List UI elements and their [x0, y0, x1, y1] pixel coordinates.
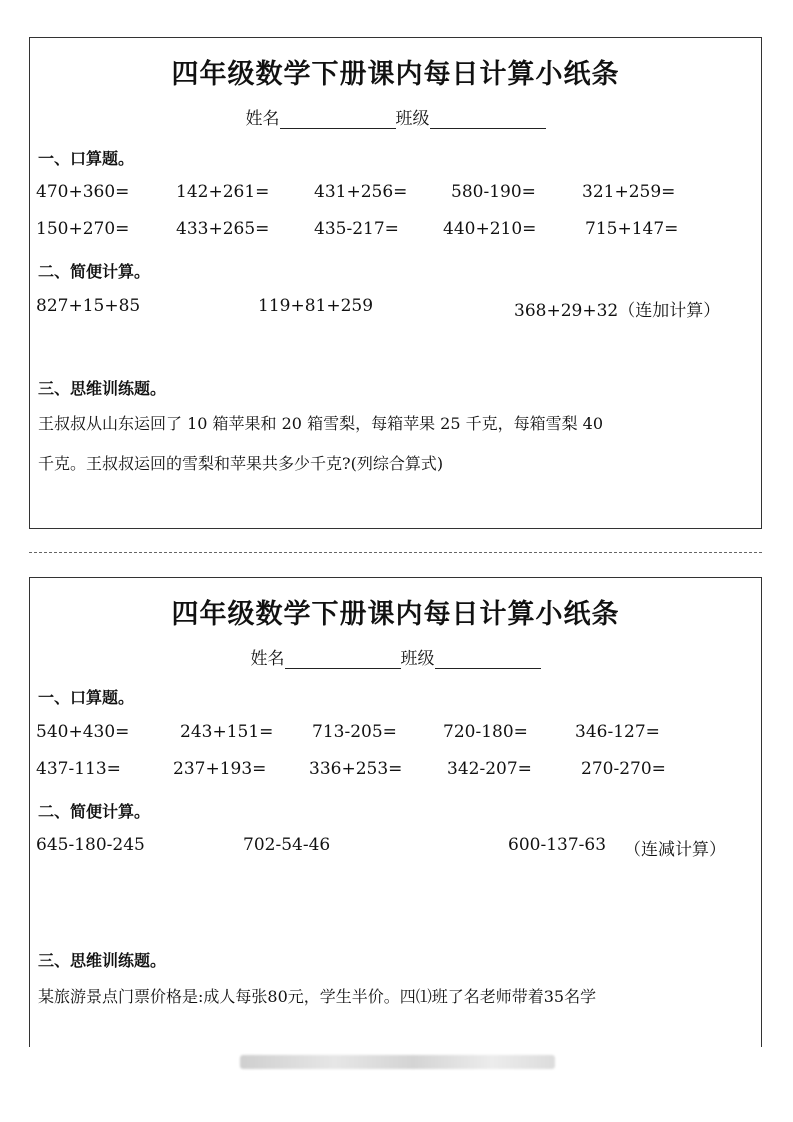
section-thinking-heading: 三、思维训练题。 [38, 379, 167, 398]
oral-row-1 [30, 182, 761, 206]
oral-item: 540+430= [36, 722, 130, 742]
worksheet-card-2 [29, 577, 762, 1047]
simple-item: 645-180-245 [36, 835, 145, 855]
cut-line [29, 552, 762, 553]
simple-row [30, 296, 761, 320]
oral-item: 270-270= [581, 759, 666, 779]
simple-item: 600-137-63 [508, 835, 607, 855]
name-class-row [30, 644, 761, 669]
section-oral-heading: 一、口算题。 [38, 149, 135, 168]
word-problem [38, 404, 753, 484]
oral-item: 142+261= [176, 182, 270, 202]
simple-item: 702-54-46 [243, 835, 331, 855]
class-label: 班级 [400, 649, 435, 669]
section-thinking-heading: 三、思维训练题。 [38, 951, 167, 970]
simple-item: 827+15+85 [36, 296, 141, 316]
name-label: 姓名 [245, 109, 280, 129]
section-simple-heading: 二、简便计算。 [38, 262, 151, 281]
worksheet-title: 四年级数学下册课内每日计算小纸条 [171, 599, 620, 630]
problem-line: 王叔叔从山东运回了 10 箱苹果和 20 箱雪梨，每箱苹果 25 千克，每箱雪梨 40 [38, 414, 604, 433]
class-blank[interactable] [430, 110, 546, 129]
oral-item: 715+147= [585, 219, 679, 239]
oral-item: 713-205= [312, 722, 397, 742]
worksheet-title: 四年级数学下册课内每日计算小纸条 [171, 59, 620, 90]
oral-row-2 [30, 219, 761, 243]
simple-item-note: （连减计算） [624, 840, 726, 860]
section-oral-heading: 一、口算题。 [38, 688, 135, 707]
name-class-row [30, 104, 761, 129]
oral-item: 346-127= [575, 722, 660, 742]
oral-item: 580-190= [451, 182, 536, 202]
oral-item: 440+210= [443, 219, 537, 239]
oral-item: 336+253= [309, 759, 403, 779]
problem-line: 某旅游景点门票价格是:成人每张80元，学生半价。四⑴班了名老师带着35名学 [38, 987, 597, 1006]
worksheet-card-1 [29, 37, 762, 529]
oral-item: 237+193= [173, 759, 267, 779]
simple-item: 119+81+259 [258, 296, 374, 316]
oral-item: 470+360= [36, 182, 130, 202]
name-label: 姓名 [250, 649, 285, 669]
oral-item: 431+256= [314, 182, 408, 202]
problem-line: 千克。王叔叔运回的雪梨和苹果共多少千克?(列综合算式) [38, 454, 444, 473]
oral-row-1 [30, 722, 761, 746]
simple-row [30, 835, 761, 859]
word-problem [38, 977, 753, 1017]
oral-item: 720-180= [443, 722, 528, 742]
oral-item: 321+259= [582, 182, 676, 202]
oral-item: 342-207= [447, 759, 532, 779]
name-blank[interactable] [280, 110, 396, 129]
class-blank[interactable] [435, 650, 541, 669]
oral-item: 437-113= [36, 759, 121, 779]
blurred-footer [240, 1055, 555, 1069]
oral-item: 433+265= [176, 219, 270, 239]
oral-row-2 [30, 759, 761, 783]
oral-item: 150+270= [36, 219, 130, 239]
simple-item: 368+29+32（连加计算） [514, 301, 721, 321]
class-label: 班级 [395, 109, 430, 129]
oral-item: 435-217= [314, 219, 399, 239]
oral-item: 243+151= [180, 722, 274, 742]
section-simple-heading: 二、简便计算。 [38, 802, 151, 821]
name-blank[interactable] [285, 650, 401, 669]
